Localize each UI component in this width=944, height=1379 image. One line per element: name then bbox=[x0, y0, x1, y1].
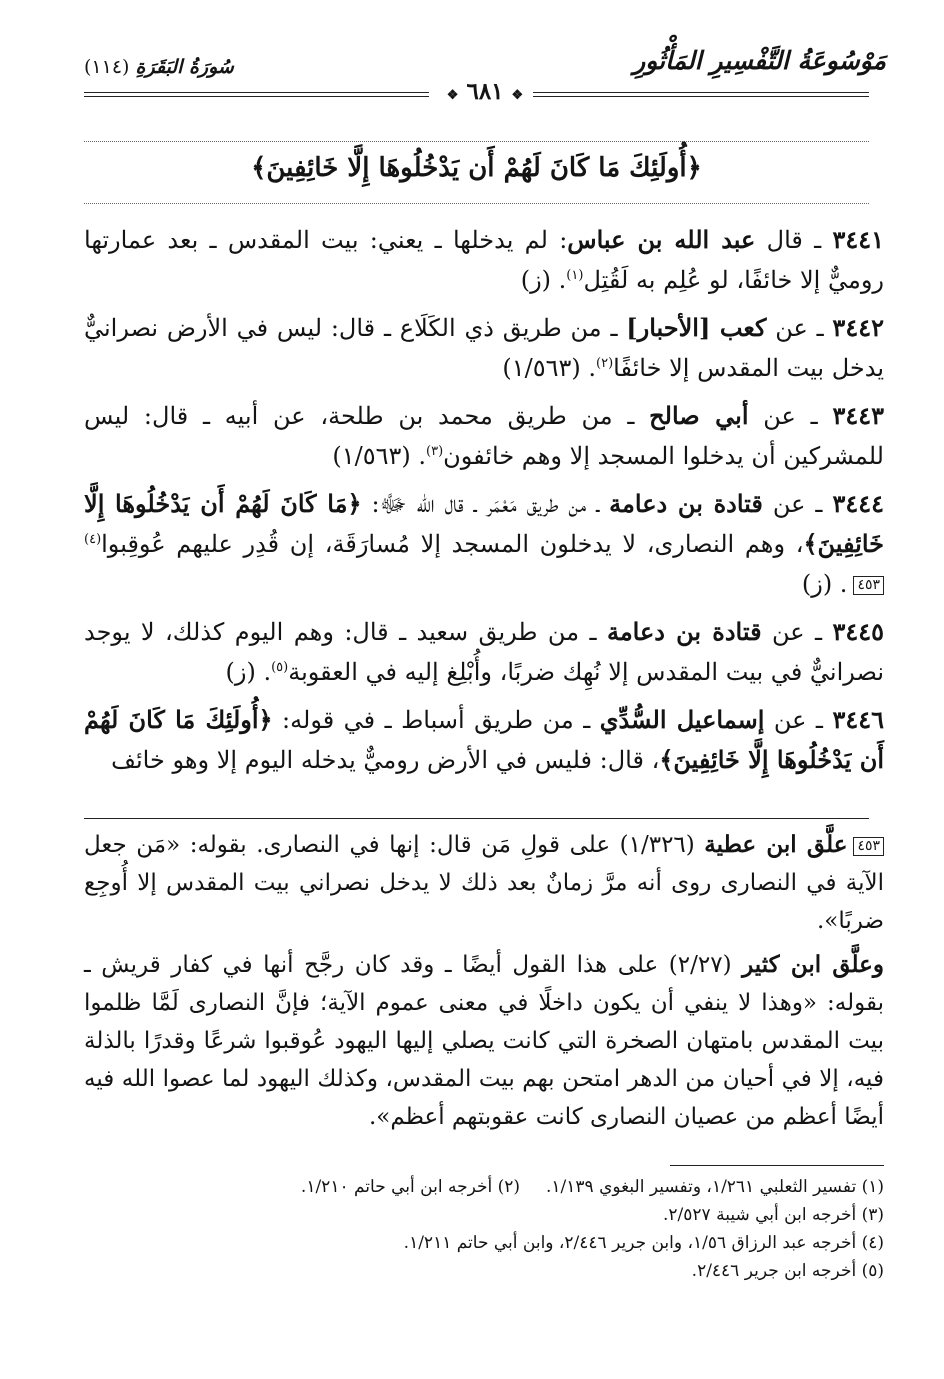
narration-prefix: ـ عن bbox=[748, 402, 833, 430]
narration-text: ، وهم النصارى، لا يدخلون المسجد إلا مُسارَقَة، إن قُدِر عليهم عُوقِبوا bbox=[101, 530, 804, 558]
verse-text: ﴿أُولَئِكَ مَا كَانَ لَهُمْ أَن يَدْخُلُوهَا إِلَّا خَائِفِينَ﴾ bbox=[251, 153, 702, 183]
narration-number: ٣٤٤٣ bbox=[832, 401, 885, 430]
footnote-2: (٢) أخرجه ابن أبي حاتم ١/٢١٠. bbox=[300, 1177, 521, 1197]
narrator-name: قتادة بن دعامة bbox=[606, 617, 762, 646]
narration-number: ٣٤٤٢ bbox=[832, 313, 884, 342]
commentary-link-box[interactable]: ٤٥٣ bbox=[853, 576, 884, 595]
narrator-name: عبد الله بن عباس bbox=[567, 225, 756, 254]
narration-number: ٣٤٤١ bbox=[832, 225, 885, 254]
header-rule-left bbox=[84, 92, 429, 93]
narration-entry bbox=[84, 700, 884, 780]
footnote-row bbox=[64, 1201, 884, 1229]
ornament-icon: ❖ bbox=[446, 88, 459, 103]
running-header-surah bbox=[84, 56, 234, 78]
narration-entry bbox=[84, 220, 884, 300]
narration-entry bbox=[84, 484, 884, 604]
narrations bbox=[84, 220, 884, 788]
footnote-marker[interactable]: (٣) bbox=[426, 444, 444, 459]
header-rule-right-2 bbox=[533, 96, 869, 97]
verse-heading bbox=[84, 141, 869, 207]
ornament-icon: ❖ bbox=[511, 88, 524, 103]
commentary-number-box: ٤٥٣ bbox=[853, 837, 884, 856]
narration-ref: . (١/٥٦٣) bbox=[502, 354, 597, 382]
narration-prefix: ـ قال bbox=[755, 226, 833, 254]
commentary-text: (١/٣٢٦) على قولِ مَن قال: إنها في النصارى. بقوله: «مَن جعل الآية في النصارى روى أنه مرَّ زمانٌ بعد ذلك لا يدخل نصراني بيت المقدس إلا أُوجِع ضربًا». bbox=[84, 832, 884, 934]
footnote-4: (٤) أخرجه عبد الرزاق ١/٥٦، وابن جرير ٢/٤٤٦، وابن أبي حاتم ١/٢١١. bbox=[403, 1233, 884, 1253]
page-number: ٦٨١ bbox=[466, 78, 504, 105]
verse-border-bottom bbox=[84, 203, 869, 204]
narrator-name: كعب [الأحبار] bbox=[626, 313, 767, 342]
book-title: مَوْسُوعَةُ التَّفْسِيرِ المَأْثُورِ bbox=[633, 46, 886, 75]
narration-number: ٣٤٤٤ bbox=[832, 489, 884, 518]
footnotes-separator bbox=[670, 1165, 884, 1166]
commentary-paragraph bbox=[84, 946, 884, 1136]
footnote-marker[interactable]: (٢) bbox=[596, 356, 614, 371]
narration-text: ـ من طريق ذي الكَلَاع ـ قال: ليس في الأرض نصرانيٌّ يدخل بيت المقدس إلا خائفًا bbox=[84, 314, 884, 382]
narration-entry bbox=[84, 396, 884, 476]
narration-prefix: ـ عن bbox=[762, 490, 833, 518]
commentary-lead: وعلَّق ابن كثير bbox=[742, 951, 884, 978]
commentary-paragraph bbox=[84, 826, 884, 940]
footnote-row bbox=[64, 1173, 884, 1201]
quran-quote: ﴿مَا كَانَ لَهُمْ أَن يَدْخُلُوهَا إِلَّا خَائِفِينَ﴾ bbox=[84, 489, 884, 558]
narration-text-lead: ـ من طريق أسباط ـ في قوله: bbox=[272, 706, 600, 734]
narration-prefix: ـ عن bbox=[761, 618, 833, 646]
commentary-section bbox=[84, 826, 884, 1142]
commentary-text: (٢/٢٧) على هذا القول أيضًا ـ وقد كان رجَّح أنها في كفار قريش ـ بقوله: «وهذا لا ينفي أن يكون داخلًا في معنى عموم الآية؛ فإنَّ النصارى لَمَّا ظلموا بيت المقدس بامتهان الصخرة التي كانت يصلي إليها اليهود عُوقبوا شرعًا وقدرًا بالذلة فيه، إلا في أحيان من الدهر امتحن بهم بيت المقدس، وكذلك اليهود لما عصوا الله فيه أيضًا أعظم من عصيان النصارى كانت عقوبتهم أعظم». bbox=[84, 952, 884, 1130]
footnote-row bbox=[64, 1257, 884, 1285]
page-number-block bbox=[440, 78, 530, 105]
footnote-1: (١) تفسير الثعلبي ١/٢٦١، وتفسير البغوي ١/١٣٩. bbox=[546, 1177, 884, 1197]
narration-ref: . (ز) bbox=[520, 266, 567, 294]
header-rule-right bbox=[533, 92, 869, 93]
narrator-name: قتادة بن دعامة bbox=[609, 489, 763, 518]
narration-text: ، قال: فليس في الأرض روميٌّ يدخله اليوم إلا وهو خائف bbox=[111, 746, 660, 774]
header-rule-left-2 bbox=[84, 96, 429, 97]
footnotes bbox=[64, 1173, 884, 1285]
commentary-lead: علَّق ابن عطية bbox=[704, 831, 848, 858]
narration-text: : لم يدخلها ـ يعني: بيت المقدس ـ بعد عمارتها روميٌّ إلا خائفًا، لو عُلِم به لَقُتِل bbox=[84, 226, 884, 294]
narrator-name: أبي صالح bbox=[649, 401, 749, 430]
narration-prefix: ـ عن bbox=[766, 314, 833, 342]
narration-number: ٣٤٤٦ bbox=[832, 705, 885, 734]
footnote-marker[interactable]: (٤) bbox=[84, 532, 102, 547]
narration-number: ٣٤٤٥ bbox=[832, 617, 885, 646]
footnote-row bbox=[64, 1229, 884, 1257]
footnote-marker[interactable]: (١) bbox=[566, 268, 584, 283]
verse-border-top bbox=[84, 141, 869, 142]
surah-name: سُورَةُ البَقَرَةِ bbox=[135, 56, 234, 78]
commentary-separator bbox=[84, 818, 869, 819]
narration-text: ـ من طريق سعيد ـ قال: وهم اليوم كذلك، لا يوجد نصرانيٌّ في بيت المقدس إلا نُهِك ضربًا، وأُبْلِغ إليه في العقوبة bbox=[84, 618, 884, 686]
narrator-name: إسماعيل السُّدِّي bbox=[599, 705, 765, 734]
narration-ref: . (ز) bbox=[801, 570, 848, 598]
verse-ref: (١١٤) bbox=[84, 56, 130, 78]
narration-ref: . (ز) bbox=[225, 658, 272, 686]
narration-text: ـ من طريق محمد بن طلحة، عن أبيه ـ قال: ليس للمشركين أن يدخلوا المسجد إلا وهم خائفون bbox=[84, 402, 884, 470]
footnote-3: (٣) أخرجه ابن أبي شيبة ٢/٥٢٧. bbox=[663, 1205, 884, 1225]
narration-entry bbox=[84, 612, 884, 692]
narration-text-lead: ـ من طريق مَعْمَر ـ قال الله ﷻ: bbox=[361, 490, 610, 518]
footnote-marker[interactable]: (٥) bbox=[271, 660, 289, 675]
narration-ref: . (١/٥٦٣) bbox=[332, 442, 427, 470]
quran-quote: ﴿أُولَئِكَ مَا كَانَ لَهُمْ أَن يَدْخُلُوهَا إِلَّا خَائِفِينَ﴾ bbox=[84, 705, 884, 774]
footnote-5: (٥) أخرجه ابن جرير ٢/٤٤٦. bbox=[691, 1261, 884, 1281]
narration-prefix: ـ عن bbox=[764, 706, 833, 734]
narration-entry bbox=[84, 308, 884, 388]
